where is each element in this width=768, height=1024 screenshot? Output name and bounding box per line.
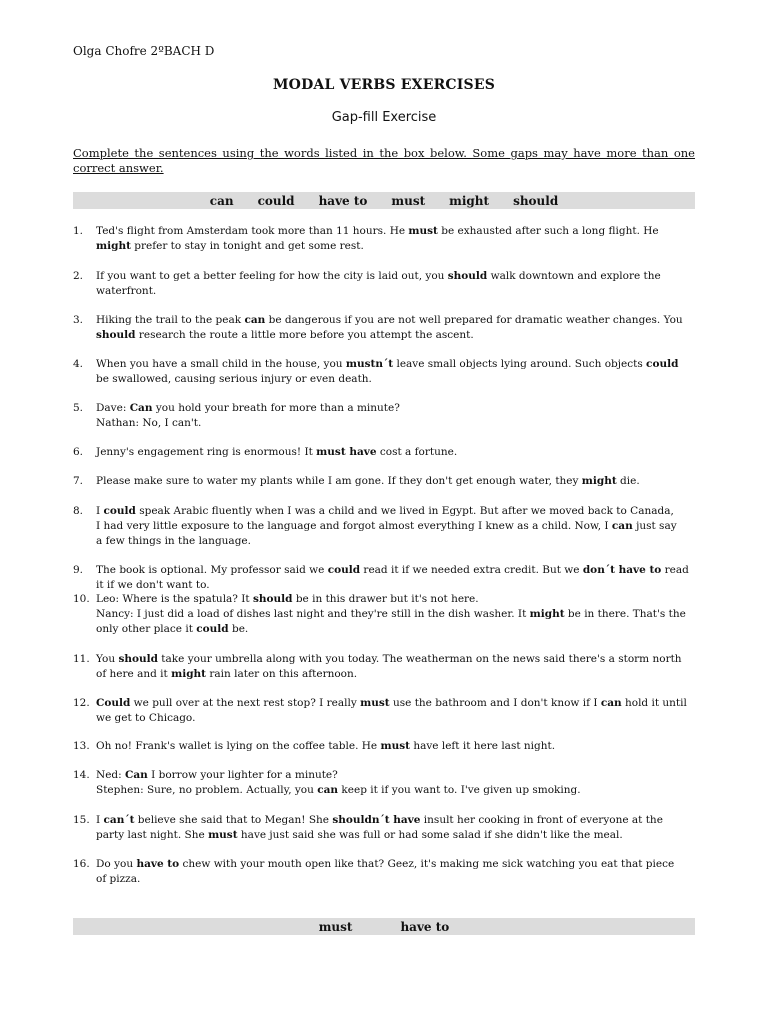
answer-word: have to [136,858,180,870]
answer-word: can [244,314,266,326]
exercise-text [96,401,695,431]
exercise-line: Oh no! Frank's wallet is lying on the coffee table. He must have left it here last night. [96,740,556,752]
answer-word: should [447,270,488,282]
exercise-line: I had very little exposure to the language and forgot almost everything I knew as a child. Now, I can just say [96,520,677,532]
exercise-item [73,401,695,431]
exercise-text [96,474,695,489]
exercise-item [73,504,695,549]
exercise-item [73,592,695,637]
exercise-number: 13. [73,740,90,752]
exercise-item [73,357,695,387]
exercise-line: Jenny's engagement ring is enormous! It must have cost a fortune. [96,446,458,458]
word-box-word: have to [318,193,368,208]
exercise-line: we get to Chicago. [96,712,196,724]
exercise-line: only other place it could be. [96,623,249,635]
exercise-number: 3. [73,314,84,326]
word-box-word: must [391,193,426,208]
exercise-number: 14. [73,769,90,781]
exercise-line: Please make sure to water my plants while I am gone. If they don't get enough water, they might die. [96,475,640,487]
exercise-line: Do you have to chew with your mouth open like that? Geez, it's making me sick watching you eat that piece [96,858,675,870]
exercise-text [96,269,695,299]
instructions-text: Complete the sentences using the words listed in the box below. Some gaps may have more than one correct answer. [73,146,695,175]
answer-word: should [96,329,136,341]
word-box-word: have to [400,919,450,934]
answer-word: must [380,740,410,752]
answer-word: could [103,505,136,517]
word-box-must-have-to [73,918,695,935]
exercise-line: Could we pull over at the next rest stop? I really must use the bathroom and I don't know if I can hold it until [96,697,687,709]
exercise-number: 15. [73,814,90,826]
exercise-line: should research the route a little more before you attempt the ascent. [96,329,474,341]
answer-word: could [196,623,229,635]
exercise-item [73,696,695,726]
exercise-line: I can´t believe she said that to Megan! She shouldn´t have insult her cooking in front of everyone at the [96,814,663,826]
answer-word: must [360,697,390,709]
exercise-line: Ted's flight from Amsterdam took more than 11 hours. He must be exhausted after such a long flight. He [96,225,659,237]
exercise-number: 2. [73,270,84,282]
exercise-item [73,857,695,887]
exercise-text [96,445,695,460]
exercise-number: 10. [73,593,90,605]
answer-word: must have [316,446,377,458]
answer-word: should [118,653,158,665]
exercise-text [96,592,695,637]
document-subtitle: Gap-fill Exercise [331,110,437,125]
exercise-line: Stephen: Sure, no problem. Actually, you can keep it if you want to. I've given up smoking. [96,784,581,796]
word-box-word: must [318,919,353,934]
answer-word: don´t have to [582,564,662,576]
exercise-item [73,563,695,593]
exercise-text [96,857,695,887]
answer-word: Can [125,769,148,781]
word-box-word: might [449,193,490,208]
answer-word: mustn´t [345,358,394,370]
answer-word: Can [129,402,153,414]
exercise-line: Dave: Can you hold your breath for more than a minute? [96,402,400,414]
answer-word: can´t [103,814,135,826]
exercise-number: 16. [73,858,90,870]
answer-word: shouldn´t have [332,814,421,826]
exercise-line: I could speak Arabic fluently when I was a child and we lived in Egypt. But after we moved back to Canada, [96,505,674,517]
exercise-number: 11. [73,653,90,665]
exercise-line: Hiking the trail to the peak can be dangerous if you are not well prepared for dramatic weather changes. You [96,314,683,326]
exercise-line: a few things in the language. [96,535,251,547]
exercise-line: party last night. She must have just said she was full or had some salad if she didn't like the meal. [96,829,623,841]
exercise-text [96,813,695,843]
exercise-item [73,269,695,299]
answer-word: Could [96,697,131,709]
answer-word: might [96,240,131,252]
exercise-item [73,474,695,489]
answer-word: might [171,668,207,680]
exercise-item [73,313,695,343]
exercise-line: of pizza. [96,873,141,885]
exercise-line: Ned: Can I borrow your lighter for a minute? [96,769,338,781]
answer-word: must [208,829,238,841]
exercise-text [96,768,695,798]
exercise-number: 4. [73,358,84,370]
exercise-line: You should take your umbrella along with you today. The weatherman on the news said there's a storm north [96,653,682,665]
answer-word: could [327,564,361,576]
exercise-text [96,696,695,726]
exercise-item [73,813,695,843]
exercise-line: Nancy: I just did a load of dishes last night and they're still in the dish washer. It might be in there. That's the [96,608,686,620]
exercise-item [73,224,695,254]
exercise-text [96,652,695,682]
word-box-word: can [209,193,234,208]
answer-word: can [600,697,622,709]
exercise-text [96,504,695,549]
answer-word: can [611,520,633,532]
exercise-text [96,563,695,593]
exercise-line: of here and it might rain later on this afternoon. [96,668,358,680]
exercise-item [73,652,695,682]
exercise-number: 12. [73,697,90,709]
exercise-number: 1. [73,225,84,237]
exercise-text [96,224,695,254]
exercise-item [73,739,695,754]
document-title: MODAL VERBS EXERCISES [272,77,496,93]
answer-word: could [646,358,679,370]
author-line: Olga Chofre 2ºBACH D [73,44,215,58]
exercise-item [73,768,695,798]
word-box-word: should [513,193,559,208]
word-box-word: could [257,193,295,208]
exercise-line: When you have a small child in the house, you mustn´t leave small objects lying around. Such objects could [96,358,679,370]
exercise-line: The book is optional. My professor said we could read it if we needed extra credit. But we don´t have to read [96,564,689,576]
exercise-text [96,313,695,343]
exercise-line: be swallowed, causing serious injury or even death. [96,373,372,385]
exercise-line: it if we don't want to. [96,579,210,591]
exercise-number: 7. [73,475,84,487]
answer-word: should [252,593,293,605]
exercise-number: 8. [73,505,84,517]
word-box-modals [73,192,695,209]
exercise-text [96,739,695,754]
answer-word: might [529,608,565,620]
exercise-line: Leo: Where is the spatula? It should be in this drawer but it's not here. [96,593,479,605]
exercise-text [96,357,695,387]
exercise-number: 6. [73,446,84,458]
exercise-number: 9. [73,564,84,576]
exercise-line: If you want to get a better feeling for how the city is laid out, you should walk downtown and explore the [96,270,661,282]
answer-word: might [581,475,617,487]
answer-word: must [408,225,438,237]
exercise-number: 5. [73,402,84,414]
answer-word: can [317,784,339,796]
exercise-item [73,445,695,460]
exercise-line: Nathan: No, I can't. [96,417,202,429]
exercise-line: might prefer to stay in tonight and get some rest. [96,240,364,252]
exercise-line: waterfront. [96,285,157,297]
